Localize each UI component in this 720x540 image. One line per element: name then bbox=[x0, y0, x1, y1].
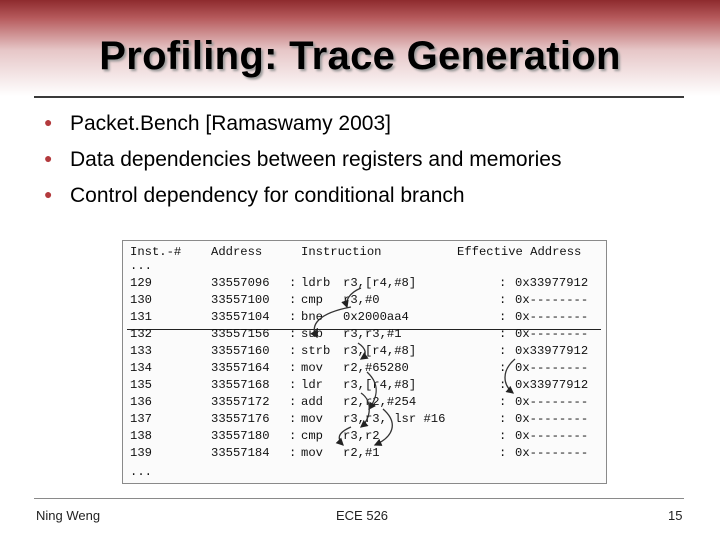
arrow-memory-strb-ldr bbox=[505, 359, 515, 393]
row-colon: : bbox=[289, 293, 297, 307]
row-effective-address: 0x-------- bbox=[515, 395, 589, 409]
row-operands: r3,r2 bbox=[343, 429, 380, 443]
row-operands: r3,r3, lsr #16 bbox=[343, 412, 446, 426]
bullet-text: Data dependencies between registers and memories bbox=[70, 148, 562, 171]
ellipsis-bottom: ... bbox=[130, 465, 152, 479]
row-opcode: cmp bbox=[301, 429, 323, 443]
row-inst-number: 129 bbox=[130, 276, 152, 290]
row-address: 33557160 bbox=[211, 344, 270, 358]
footer-page-number: 15 bbox=[668, 508, 683, 523]
row-opcode: add bbox=[301, 395, 323, 409]
row-opcode: bne bbox=[301, 310, 323, 324]
row-inst-number: 131 bbox=[130, 310, 152, 324]
row-opcode: sub bbox=[301, 327, 323, 341]
row-inst-number: 139 bbox=[130, 446, 152, 460]
row-colon: : bbox=[289, 395, 297, 409]
row-colon: : bbox=[499, 327, 507, 341]
row-address: 33557168 bbox=[211, 378, 270, 392]
row-colon: : bbox=[499, 429, 507, 443]
row-colon: : bbox=[289, 276, 297, 290]
row-address: 33557172 bbox=[211, 395, 270, 409]
row-effective-address: 0x-------- bbox=[515, 327, 589, 341]
row-colon: : bbox=[289, 327, 297, 341]
row-operands: r3,r3,#1 bbox=[343, 327, 402, 341]
row-effective-address: 0x-------- bbox=[515, 412, 589, 426]
row-colon: : bbox=[499, 361, 507, 375]
arrow-r3-mov-cmp bbox=[339, 427, 351, 445]
bullet-text: Packet.Bench [Ramaswamy 2003] bbox=[70, 112, 391, 135]
row-inst-number: 134 bbox=[130, 361, 152, 375]
row-effective-address: 0x-------- bbox=[515, 429, 589, 443]
row-inst-number: 137 bbox=[130, 412, 152, 426]
bullet-text: Control dependency for conditional branch bbox=[70, 184, 465, 207]
row-operands: r3,#0 bbox=[343, 293, 380, 307]
row-effective-address: 0x-------- bbox=[515, 446, 589, 460]
row-opcode: mov bbox=[301, 412, 323, 426]
row-operands: r3,[r4,#8] bbox=[343, 344, 417, 358]
arrow-r3-sub-strb bbox=[358, 343, 365, 359]
bullet-dot-icon: ● bbox=[44, 150, 53, 166]
row-colon: : bbox=[499, 395, 507, 409]
row-inst-number: 133 bbox=[130, 344, 152, 358]
row-opcode: ldr bbox=[301, 378, 323, 392]
title-divider bbox=[34, 96, 684, 98]
row-operands: r2,#65280 bbox=[343, 361, 409, 375]
row-colon: : bbox=[289, 344, 297, 358]
ellipsis-top: ... bbox=[130, 259, 152, 273]
row-operands: r2,r2,#254 bbox=[343, 395, 417, 409]
row-effective-address: 0x-------- bbox=[515, 310, 589, 324]
row-colon: : bbox=[289, 446, 297, 460]
row-operands: r3,[r4,#8] bbox=[343, 276, 417, 290]
row-address: 33557156 bbox=[211, 327, 270, 341]
row-opcode: strb bbox=[301, 344, 331, 358]
row-colon: : bbox=[499, 310, 507, 324]
row-effective-address: 0x33977912 bbox=[515, 378, 589, 392]
row-colon: : bbox=[499, 446, 507, 460]
arrow-cmp-bne-control bbox=[314, 307, 351, 337]
header-inst: Inst.-# bbox=[130, 245, 182, 259]
arrow-r2-add-cmp bbox=[375, 409, 392, 445]
row-colon: : bbox=[289, 310, 297, 324]
row-address: 33557164 bbox=[211, 361, 270, 375]
row-effective-address: 0x33977912 bbox=[515, 344, 589, 358]
bullet-item bbox=[44, 105, 561, 141]
row-colon: : bbox=[499, 293, 507, 307]
bullet-item bbox=[44, 141, 561, 177]
header-instruction: Instruction bbox=[301, 245, 382, 259]
row-colon: : bbox=[289, 361, 297, 375]
footer-course: ECE 526 bbox=[336, 508, 389, 523]
row-inst-number: 132 bbox=[130, 327, 152, 341]
row-address: 33557184 bbox=[211, 446, 270, 460]
bullet-item bbox=[44, 177, 561, 213]
row-effective-address: 0x33977912 bbox=[515, 276, 589, 290]
row-opcode: cmp bbox=[301, 293, 323, 307]
row-opcode: mov bbox=[301, 361, 323, 375]
row-address: 33557100 bbox=[211, 293, 270, 307]
row-operands: r3,[r4,#8] bbox=[343, 378, 417, 392]
trace-listing bbox=[122, 240, 607, 484]
row-opcode: mov bbox=[301, 446, 323, 460]
row-effective-address: 0x-------- bbox=[515, 293, 589, 307]
row-colon: : bbox=[499, 412, 507, 426]
footer-divider bbox=[34, 498, 684, 499]
slide-title: Profiling: Trace Generation bbox=[99, 34, 621, 78]
footer-author: Ning Weng bbox=[36, 508, 101, 523]
arrow-r3-ldr-mov bbox=[361, 393, 369, 427]
row-colon: : bbox=[289, 429, 297, 443]
row-inst-number: 136 bbox=[130, 395, 152, 409]
bullet-list bbox=[44, 105, 561, 213]
row-colon: : bbox=[499, 378, 507, 392]
bullet-dot-icon: ● bbox=[44, 114, 53, 130]
bullet-dot-icon: ● bbox=[44, 186, 53, 202]
row-colon: : bbox=[499, 276, 507, 290]
row-operands: 0x2000aa4 bbox=[343, 310, 409, 324]
row-colon: : bbox=[289, 378, 297, 392]
row-effective-address: 0x-------- bbox=[515, 361, 589, 375]
header-effective-address: Effective Address bbox=[457, 245, 582, 259]
row-address: 33557096 bbox=[211, 276, 270, 290]
row-address: 33557104 bbox=[211, 310, 270, 324]
row-address: 33557180 bbox=[211, 429, 270, 443]
header-address: Address bbox=[211, 245, 263, 259]
row-colon: : bbox=[499, 344, 507, 358]
row-inst-number: 138 bbox=[130, 429, 152, 443]
row-colon: : bbox=[289, 412, 297, 426]
row-address: 33557176 bbox=[211, 412, 270, 426]
row-opcode: ldrb bbox=[301, 276, 331, 290]
row-operands: r2,#1 bbox=[343, 446, 380, 460]
row-inst-number: 130 bbox=[130, 293, 152, 307]
dependency-arrows bbox=[123, 241, 606, 483]
row-inst-number: 135 bbox=[130, 378, 152, 392]
arrow-r3-ldrb-cmp bbox=[347, 288, 361, 307]
